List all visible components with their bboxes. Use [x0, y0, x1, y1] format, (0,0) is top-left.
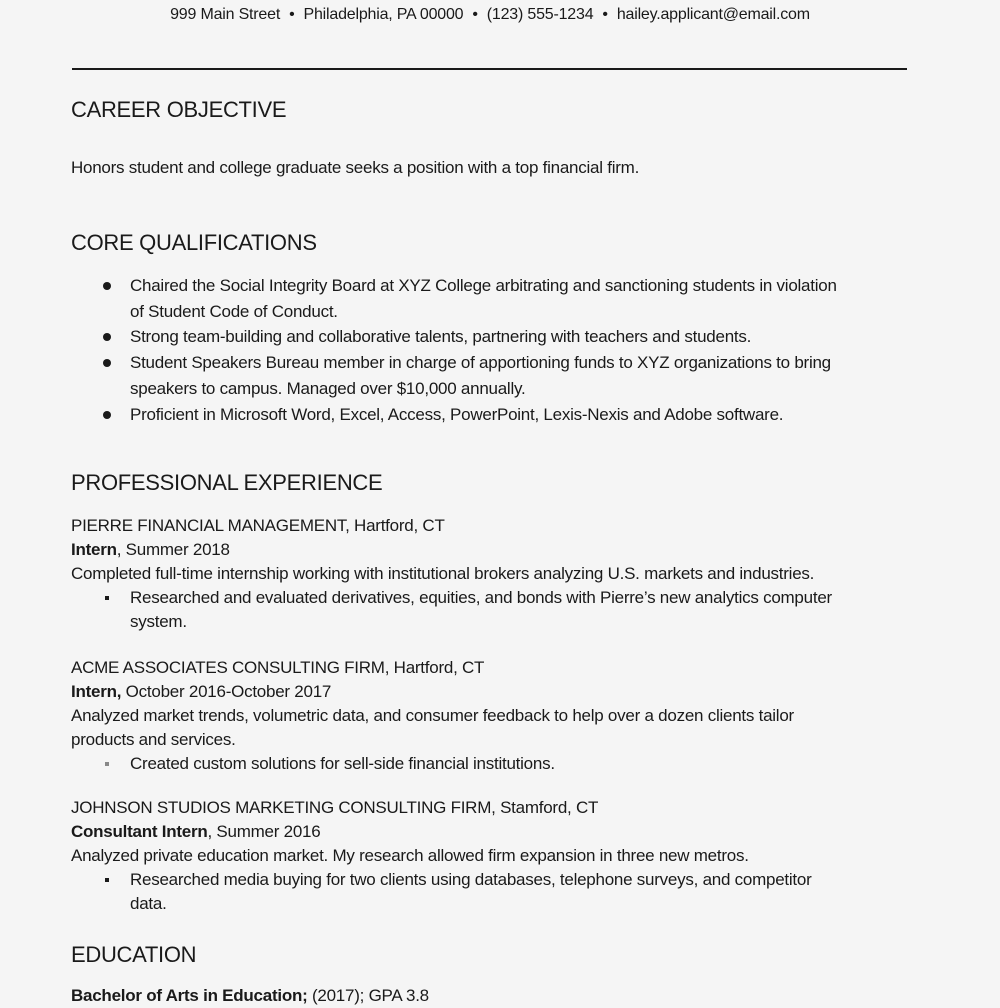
job-role-line: Intern, Summer 2018 [71, 540, 230, 559]
company-name: PIERRE FINANCIAL MANAGEMENT [71, 516, 346, 535]
bullet-icon [103, 333, 111, 341]
section-title-objective: CAREER OBJECTIVE [71, 97, 287, 122]
list-item: Created custom solutions for sell-side financial institutions. [71, 752, 911, 776]
bullet-icon [103, 411, 111, 419]
list-item: Researched and evaluated derivatives, equities, and bonds with Pierre’s new analytics computer system. [71, 586, 911, 634]
job-summary: Completed full-time internship working with institutional brokers analyzing U.S. markets and industries. [71, 564, 815, 583]
list-item: Student Speakers Bureau member in charge of apportioning funds to XYZ organizations to bring speakers to campus. Managed over $10,000 annually. [71, 350, 911, 401]
degree-details: (2017); GPA 3.8 [307, 986, 429, 1005]
job-role: Intern [71, 540, 117, 559]
job-entry [71, 514, 911, 634]
company-name: ACME ASSOCIATES CONSULTING FIRM [71, 658, 385, 677]
qualifications-list [71, 273, 911, 427]
bullet-icon [103, 359, 111, 367]
city-state: Philadelphia, PA 00000 [303, 6, 464, 23]
bullet-icon [103, 282, 111, 290]
separator: • [289, 6, 295, 23]
job-summary: Analyzed market trends, volumetric data, and consumer feedback to help over a dozen clients tailor products and services. [71, 706, 794, 749]
address: 999 Main Street [170, 6, 281, 23]
job-role-line: Consultant Intern, Summer 2016 [71, 822, 321, 841]
education-entry [71, 984, 429, 1008]
list-item: Chaired the Social Integrity Board at XYZ College arbitrating and sanctioning students in violation of Student Code of Conduct. [71, 273, 911, 324]
section-title-education: EDUCATION [71, 942, 197, 967]
job-entry [71, 656, 911, 776]
separator: • [472, 6, 478, 23]
job-company-line: ACME ASSOCIATES CONSULTING FIRM, Hartford, CT [71, 658, 485, 677]
objective-text: Honors student and college graduate seeks a position with a top financial firm. [71, 158, 640, 177]
section-title-qualifications: CORE QUALIFICATIONS [71, 230, 317, 255]
list-item: Proficient in Microsoft Word, Excel, Access, PowerPoint, Lexis-Nexis and Adobe software. [71, 402, 911, 428]
contact-line [0, 6, 980, 24]
job-company-line: JOHNSON STUDIOS MARKETING CONSULTING FIRM, Stamford, CT [71, 798, 599, 817]
email: hailey.applicant@email.com [616, 6, 810, 23]
separator: • [602, 6, 608, 23]
job-company-line: PIERRE FINANCIAL MANAGEMENT, Hartford, CT [71, 516, 445, 535]
job-role: Intern, [71, 682, 122, 701]
job-entry [71, 796, 911, 916]
bullet-icon [105, 596, 109, 600]
bullet-icon [105, 878, 109, 882]
job-role-line: Intern, October 2016-October 2017 [71, 682, 332, 701]
section-title-experience: PROFESSIONAL EXPERIENCE [71, 470, 383, 495]
list-item: Researched media buying for two clients using databases, telephone surveys, and competitor data. [71, 868, 911, 916]
list-item: Strong team-building and collaborative talents, partnering with teachers and students. [71, 324, 911, 350]
company-name: JOHNSON STUDIOS MARKETING CONSULTING FIRM [71, 798, 492, 817]
bullet-icon [105, 762, 109, 766]
job-role: Consultant Intern [71, 822, 208, 841]
header-divider [72, 68, 907, 70]
phone: (123) 555-1234 [486, 6, 594, 23]
job-summary: Analyzed private education market. My research allowed firm expansion in three new metros. [71, 846, 749, 865]
degree: Bachelor of Arts in Education; [71, 986, 308, 1005]
